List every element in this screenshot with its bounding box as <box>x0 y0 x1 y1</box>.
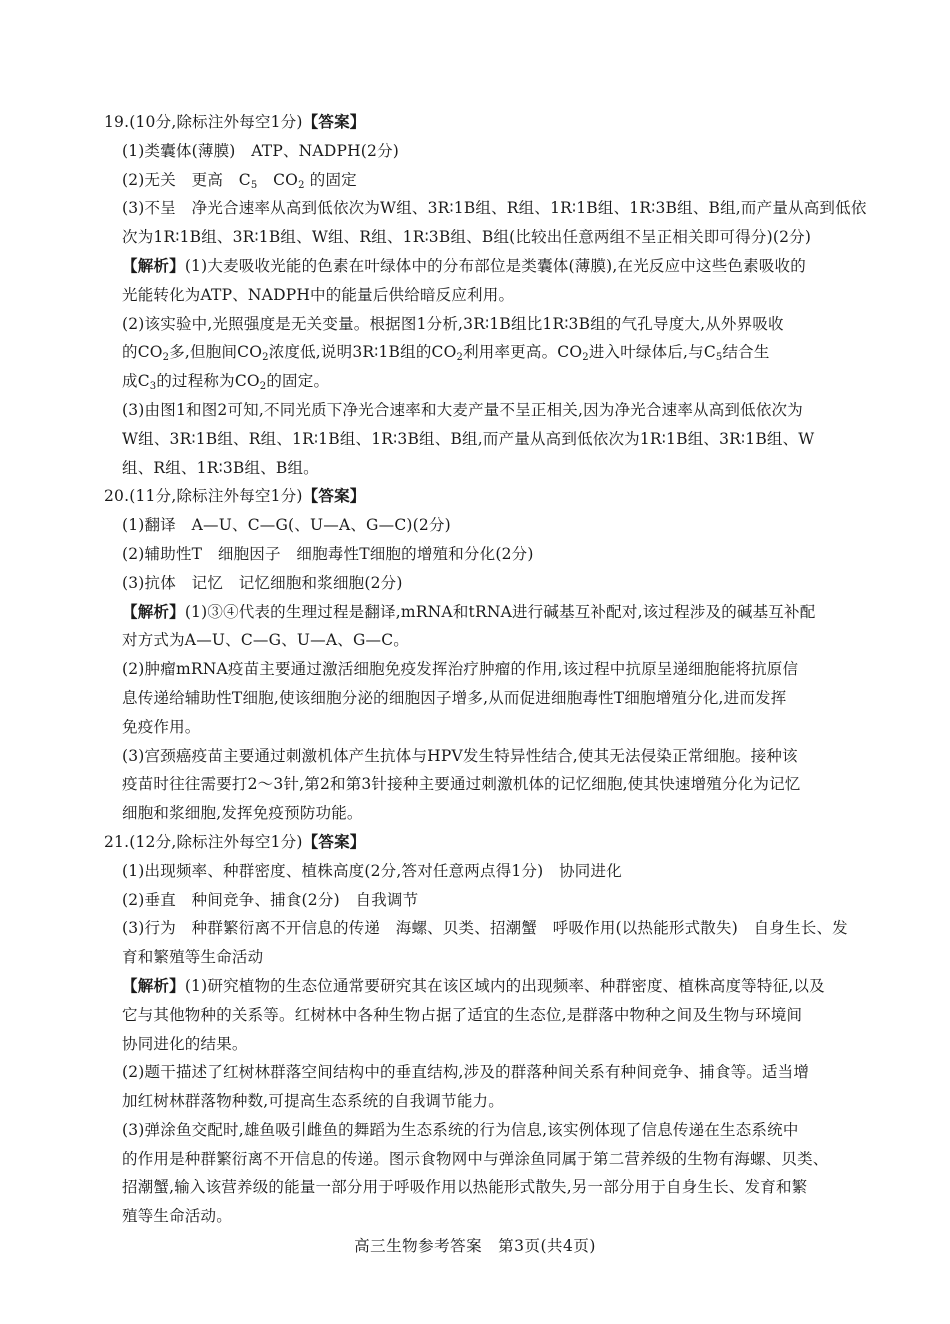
q20-header: 20.(11分,除标注外每空1分)【答案】 <box>104 486 366 506</box>
q19-analysis-1-line1: 【解析】(1)大麦吸收光能的色素在叶绿体中的分布部位是类囊体(薄膜),在光反应中这些色素吸收的 <box>122 255 806 275</box>
analysis-tag: 【解析】 <box>122 601 185 621</box>
page-footer: 高三生物参考答案 第3页(共4页) <box>354 1237 596 1255</box>
q21-answer-3-line2: 育和繁殖等生命活动 <box>122 948 264 967</box>
q19-answer-3-line2: 次为1R∶1B组、3R∶1B组、W组、R组、1R∶3B组、B组(比较出任意两组不呈正相关即可得分)(2分) <box>122 228 812 247</box>
q20-answer-3: (3)抗体 记忆 记忆细胞和浆细胞(2分) <box>122 573 403 592</box>
answer-tag: 【答案】 <box>302 831 366 851</box>
q19-analysis-3-line1: (3)由图1和图2可知,不同光质下净光合速率和大麦产量不呈正相关,因为净光合速率从高到低依次为 <box>122 400 803 419</box>
q20-analysis-3-line3: 细胞和浆细胞,发挥免疫预防功能。 <box>122 804 363 823</box>
q20-answer-1: (1)翻译 A—U、C—G(、U—A、G—C)(2分) <box>122 516 451 535</box>
q19-analysis-2-line3: 成$C_3$的过程称为$CO_2$的固定。 <box>122 372 330 393</box>
q20-analysis-2-line2: 息传递给辅助性T细胞,使该细胞分泌的细胞因子增多,从而促进细胞毒性T细胞增殖分化,进而发挥 <box>122 688 787 707</box>
q19-analysis-3-line2: W组、3R∶1B组、R组、1R∶1B组、1R∶3B组、B组,而产量从高到低依次为1R∶1B组、3R∶1B组、W <box>122 429 815 448</box>
q21-analysis-3-line2: 的作用是种群繁衍离不开信息的传递。图示食物网中与弹涂鱼同属于第二营养级的生物有海螺、贝类、 <box>122 1149 829 1168</box>
analysis-tag: 【解析】 <box>122 255 185 275</box>
q19-analysis-2-line1: (2)该实验中,光照强度是无关变量。根据图1分析,3R∶1B组比1R∶3B组的气孔导度大,从外界吸收 <box>122 314 784 333</box>
q20-analysis-3-line2: 疫苗时往往需要打2～3针,第2和第3针接种主要通过刺激机体的记忆细胞,使其快速增殖分化为记忆 <box>122 775 801 794</box>
q21-answer-1: (1)出现频率、种群密度、植株高度(2分,答对任意两点得1分) 协同进化 <box>122 861 622 880</box>
q19-answer-1: (1)类囊体(薄膜) ATP、NADPH(2分) <box>122 141 400 160</box>
q19-analysis-1-line2: 光能转化为ATP、NADPH中的能量后供给暗反应利用。 <box>122 285 515 304</box>
q20-analysis-3-line1: (3)宫颈癌疫苗主要通过刺激机体产生抗体与HPV发生特异性结合,使其无法侵染正常细胞。接种该 <box>122 746 798 765</box>
q21-analysis-3-line3: 招潮蟹,输入该营养级的能量一部分用于呼吸作用以热能形式散失,另一部分用于自身生长、发育和繁 <box>122 1178 808 1197</box>
q20-answer-2: (2)辅助性T 细胞因子 细胞毒性T细胞的增殖和分化(2分) <box>122 544 534 563</box>
q21-analysis-1-line1: 【解析】(1)研究植物的生态位通常要研究其在该区域内的出现频率、种群密度、植株高度等特征,以及 <box>122 975 825 995</box>
q21-analysis-2-line2: 加红树林群落物种数,可提高生态系统的自我调节能力。 <box>122 1092 504 1111</box>
q20-analysis-2-line3: 免疫作用。 <box>122 717 201 736</box>
q21-answer-2: (2)垂直 种间竞争、捕食(2分) 自我调节 <box>122 890 419 909</box>
q20-analysis-2-line1: (2)肿瘤mRNA疫苗主要通过激活细胞免疫发挥治疗肿瘤的作用,该过程中抗原呈递细胞能将抗原信 <box>122 660 799 679</box>
q21-analysis-2-line1: (2)题干描述了红树林群落空间结构中的垂直结构,涉及的群落种间关系有种间竞争、捕食等。适当增 <box>122 1063 810 1082</box>
q19-analysis-3-line3: 组、R组、1R∶3B组、B组。 <box>122 458 319 477</box>
q19-answer-2: (2)无关 更高 $C_5$ $CO_2$ 的固定 <box>122 170 357 191</box>
q21-analysis-3-line1: (3)弹涂鱼交配时,雄鱼吸引雌鱼的舞蹈为生态系统的行为信息,该实例体现了信息传递在生态系统中 <box>122 1120 799 1139</box>
answer-tag: 【答案】 <box>302 112 366 131</box>
answer-tag: 【答案】 <box>302 486 366 506</box>
q20-analysis-1-line1: 【解析】(1)③④代表的生理过程是翻译,mRNA和tRNA进行碱基互补配对,该过程涉及的碱基互补配 <box>122 601 816 621</box>
q21-analysis-3-line4: 殖等生命活动。 <box>122 1207 232 1226</box>
answer-content <box>104 108 867 1231</box>
q19-analysis-2-line2: 的$CO_2$多,但胞间$CO_2$浓度低,说明3R∶1B组的$CO_2$利用率更高。$CO_2$进入叶绿体后,与$C_5$结合生 <box>122 343 770 364</box>
q21-answer-3-line1: (3)行为 种群繁衍离不开信息的传递 海螺、贝类、招潮蟹 呼吸作用(以热能形式散失) 自身生长、发 <box>122 919 848 938</box>
q20-analysis-1-line2: 对方式为A—U、C—G、U—A、G—C。 <box>122 631 409 650</box>
analysis-tag: 【解析】 <box>122 975 185 995</box>
q21-analysis-1-line2: 它与其他物种的关系等。红树林中各种生物占据了适宜的生态位,是群落中物种之间及生物与环境间 <box>122 1005 803 1024</box>
q21-analysis-1-line3: 协同进化的结果。 <box>122 1034 248 1053</box>
q19-header: 19.(10分,除标注外每空1分)【答案】 <box>104 112 366 131</box>
q21-header: 21.(12分,除标注外每空1分)【答案】 <box>104 831 366 851</box>
q19-answer-3-line1: (3)不呈 净光合速率从高到低依次为W组、3R∶1B组、R组、1R∶1B组、1R∶3B组、B组,而产量从高到低依 <box>122 199 867 218</box>
